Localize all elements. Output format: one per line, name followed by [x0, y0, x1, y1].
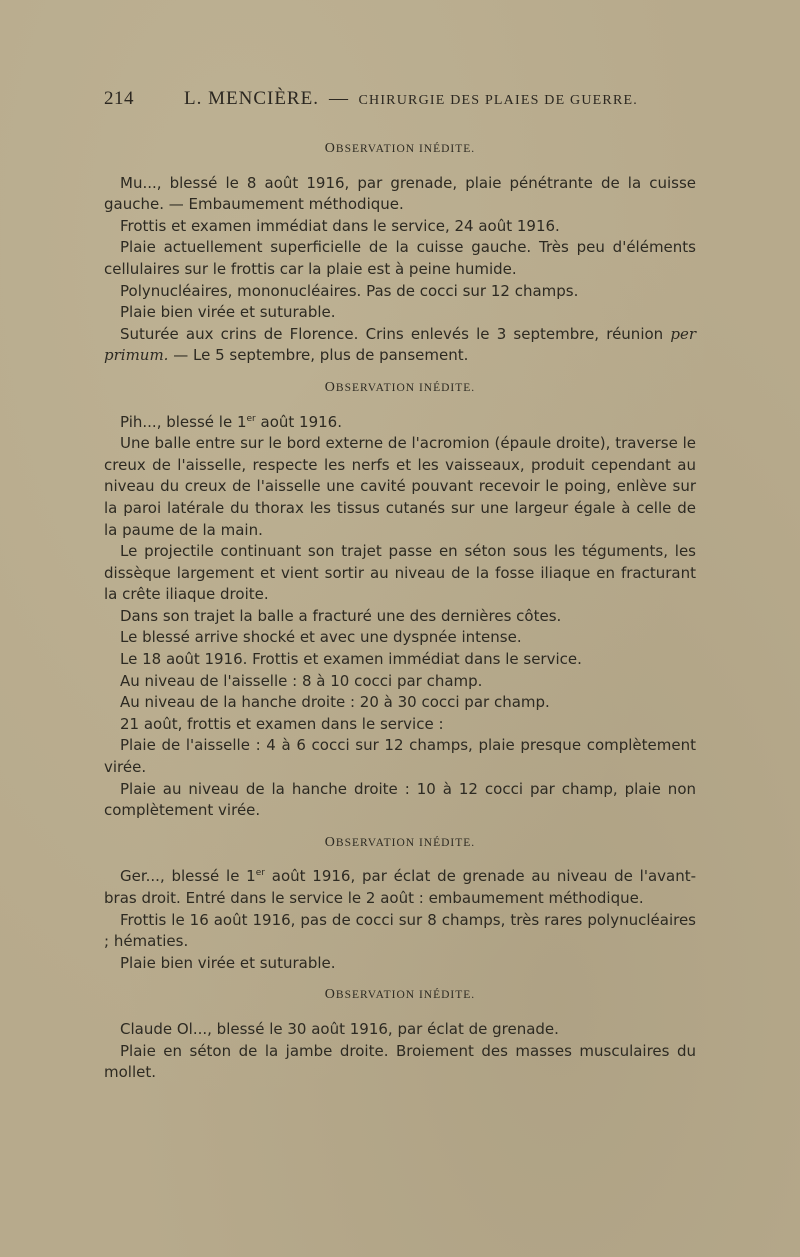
paragraph: Polynucléaires, mononucléaires. Pas de cocci sur 12 champs.: [120, 281, 579, 300]
page-number: 214: [104, 88, 134, 109]
paragraph: Au niveau de l'aisselle : 8 à 10 cocci par champ.: [120, 671, 483, 690]
paragraph: Une balle entre sur le bord externe de l'acromion (épaule droite), traverse le creux de l'aisselle, respecte les nerfs et les vaisseaux, produit cependant au niveau du creux de l'aisselle une cavité pouvant recevoir le poing, enlève sur la paroi latérale du thorax les tissus cutanés sur une largeur égale à celle de la paume de la main.: [104, 434, 696, 539]
paragraph: Plaie actuellement superficielle de la cuisse gauche. Très peu d'éléments cellulaires sur le frottis car la plaie est à peine humide.: [104, 238, 696, 278]
paragraph: Ger..., blessé le 1er août 1916, par éclat de grenade au niveau de l'avant-bras droit. Entré dans le service le 2 août : embaumement méthodique.: [104, 867, 697, 907]
observation-4: [104, 984, 696, 1083]
paragraph: Frottis le 16 août 1916, pas de cocci sur 8 champs, très rares polynucléaires ; hématies.: [104, 910, 696, 951]
observation-heading: OBSERVATION INÉDITE.: [324, 379, 476, 395]
paragraph: Au niveau de la hanche droite : 20 à 30 cocci par champ.: [120, 693, 550, 712]
observation-3: [104, 832, 696, 975]
paragraph: Plaie de l'aisselle : 4 à 6 cocci sur 12 champs, plaie presque complètement virée.: [104, 736, 696, 777]
paragraph: Frottis et examen immédiat dans le service, 24 août 1916.: [120, 216, 560, 235]
paragraph: Mu..., blessé le 8 août 1916, par grenade, plaie pénétrante de la cuisse gauche. — Embaumement méthodique.: [104, 173, 696, 214]
paragraph: Dans son trajet la balle a fracturé une des dernières côtes.: [120, 606, 562, 625]
observation-heading: OBSERVATION INÉDITE.: [324, 987, 476, 1003]
paragraph: Le 18 août 1916. Frottis et examen immédiat dans le service.: [120, 650, 582, 669]
observation-2: [104, 377, 696, 822]
paragraph: Plaie en séton de la jambe droite. Broiement des masses musculaires du mollet.: [104, 1041, 696, 1082]
paragraph: Suturée aux crins de Florence. Crins enlevés le 3 septembre, réunion per primum. — Le 5 septembre, plus de pansement.: [104, 324, 696, 365]
paragraph: 21 août, frottis et examen dans le service :: [120, 714, 444, 733]
running-header: [104, 88, 704, 110]
paragraph: Le blessé arrive shocké et avec une dyspnée intense.: [120, 628, 522, 647]
page-body: [104, 130, 696, 1084]
header-author: L. MENCIÈRE.: [184, 88, 319, 109]
paragraph: Plaie bien virée et suturable.: [120, 953, 336, 972]
header-title: CHIRURGIE DES PLAIES DE GUERRE.: [358, 93, 638, 108]
paragraph: Pih..., blessé le 1er août 1916.: [120, 412, 342, 431]
observation-heading: OBSERVATION INÉDITE.: [324, 141, 476, 156]
paragraph: Le projectile continuant son trajet passe en séton sous les téguments, les dissèque largement et vient sortir au niveau de la fosse iliaque en fracturant la crête iliaque droite.: [104, 542, 696, 604]
observation-1: [104, 138, 696, 367]
paragraph: Plaie au niveau de la hanche droite : 10 à 12 cocci par champ, plaie non complètement virée.: [104, 779, 696, 820]
paragraph: Claude Ol..., blessé le 30 août 1916, par éclat de grenade.: [120, 1019, 559, 1038]
observation-heading: OBSERVATION INÉDITE.: [324, 834, 476, 850]
header-dash: —: [328, 88, 349, 109]
paragraph: Plaie bien virée et suturable.: [120, 303, 336, 322]
